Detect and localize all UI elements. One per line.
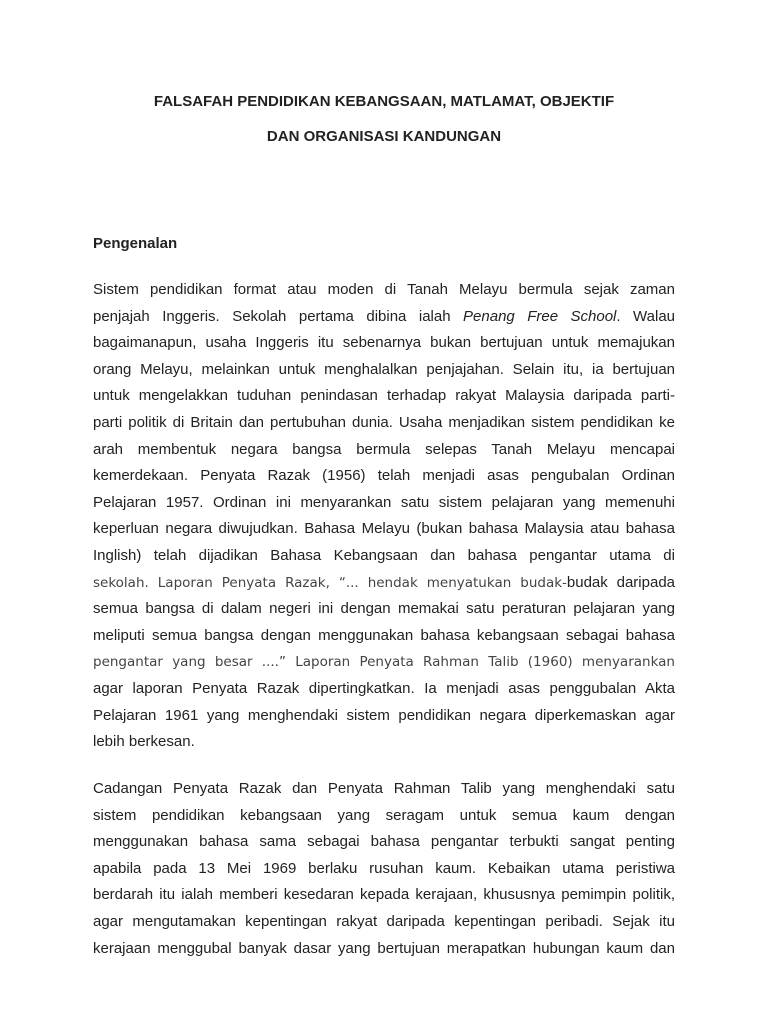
paragraph-line	[93, 304, 675, 331]
paragraph-line: kerajaan menggubal banyak dasar yang bertujuan merapatkan hubungan kaum dan	[93, 939, 675, 957]
paragraph-line: orang Melayu, melainkan untuk menghalalkan penjajahan. Selain itu, ia bertujuan	[93, 360, 675, 378]
paragraph-line: semua bangsa di dalam negeri ini dengan memakai satu peraturan pelajaran yang	[93, 600, 675, 618]
paragraph-line: Inglish) telah dijadikan Bahasa Kebangsaan dan bahasa pengantar utama di	[93, 546, 675, 564]
paragraph-line: parti politik di Britain dan pertubuhan dunia. Usaha menjadikan sistem pendidikan ke	[93, 413, 675, 431]
paragraph-line: meliputi semua bangsa dengan menggunakan bahasa kebangsaan sebagai bahasa	[93, 626, 675, 644]
paragraph-line: lebih berkesan.	[93, 733, 195, 751]
paragraph-2	[93, 776, 675, 962]
paragraph-line: sistem pendidikan kebangsaan yang seragam untuk semua kaum dengan	[93, 806, 675, 824]
document-title-line-1: FALSAFAH PENDIDIKAN KEBANGSAAN, MATLAMAT, OBJEKTIF	[153, 93, 615, 110]
paragraph-line: Pelajaran 1961 yang menghendaki sistem pendidikan negara diperkemaskan agar	[93, 706, 675, 724]
paragraph-line: apabila pada 13 Mei 1969 berlaku rusuhan kaum. Kebaikan utama peristiwa	[93, 859, 675, 877]
paragraph-1	[93, 277, 675, 756]
italic-school-name: Penang Free School	[463, 307, 617, 325]
paragraph-line: keperluan negara diwujudkan. Bahasa Melayu (bukan bahasa Malaysia atau bahasa	[93, 520, 675, 538]
paragraph-line: untuk mengelakkan tuduhan penindasan terhadap rakyat Malaysia daripada parti-	[93, 387, 675, 405]
text-run: . Walau	[616, 307, 676, 325]
quoted-text-run: sekolah. Laporan Penyata Razak, “... hendak menyatukan budak-	[93, 574, 567, 591]
paragraph-line: kemerdekaan. Penyata Razak (1956) telah menjadi asas pengubalan Ordinan	[93, 467, 675, 485]
section-heading: Pengenalan	[93, 235, 178, 252]
paragraph-line: arah membentuk negara bangsa bermula selepas Tanah Melayu mencapai	[93, 440, 675, 458]
text-run: budak daripada	[566, 573, 676, 591]
paragraph-line: pengantar yang besar ....” Laporan Penyata Rahman Talib (1960) menyarankan	[93, 654, 675, 671]
paragraph-line	[93, 570, 675, 597]
paragraph-line: agar mengutamakan kepentingan rakyat daripada kepentingan peribadi. Sejak itu	[93, 912, 675, 930]
paragraph-line: Sistem pendidikan format atau moden di Tanah Melayu bermula sejak zaman	[93, 281, 675, 298]
paragraph-line: bagaimanapun, usaha Inggeris itu sebenarnya bukan bertujuan untuk memajukan	[93, 334, 675, 352]
paragraph-line: agar laporan Penyata Razak dipertingkatkan. Ia menjadi asas penggubalan Akta	[93, 679, 675, 697]
document-title-line-2: DAN ORGANISASI KANDUNGAN	[266, 128, 502, 145]
paragraph-line: menggunakan bahasa sama sebagai bahasa pengantar terbukti sangat penting	[93, 833, 675, 851]
text-run: penjajah Inggeris. Sekolah pertama dibina ialah	[93, 307, 464, 325]
paragraph-line: berdarah itu ialah memberi kesedaran kepada kerajaan, khususnya pemimpin politik,	[93, 886, 675, 904]
paragraph-line: Cadangan Penyata Razak dan Penyata Rahman Talib yang menghendaki satu	[93, 780, 675, 797]
paragraph-line: Pelajaran 1957. Ordinan ini menyarankan satu sistem pelajaran yang memenuhi	[93, 493, 675, 511]
